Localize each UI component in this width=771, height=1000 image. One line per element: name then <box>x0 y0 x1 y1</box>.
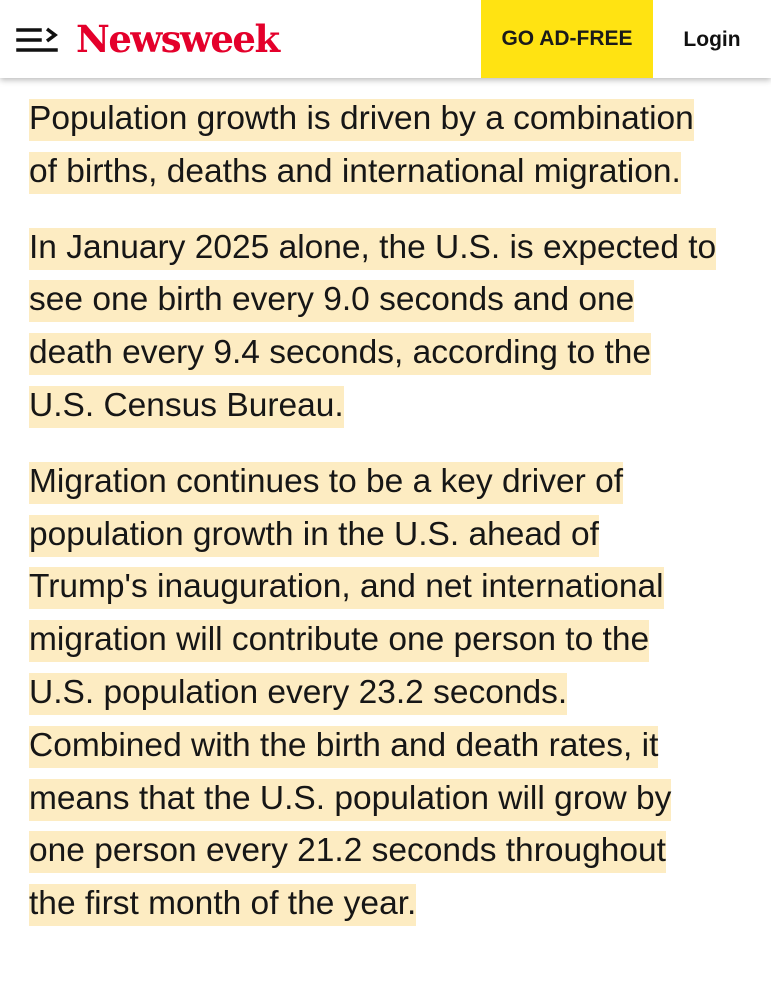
text-line: In January 2025 alone, the U.S. is expected to <box>29 228 717 266</box>
text-line: see one birth every 9.0 seconds and one <box>29 281 635 319</box>
text-line: Combined with the birth and death rates, it <box>29 726 659 764</box>
highlighted-text <box>29 99 694 194</box>
text-line: Trump's inauguration, and net international <box>29 568 664 606</box>
text-line: of births, deaths and international migration. <box>29 152 681 190</box>
text-line: U.S. population every 23.2 seconds. <box>29 673 568 711</box>
menu-arrow-icon <box>16 24 62 56</box>
site-header <box>0 0 771 78</box>
text-line: one person every 21.2 seconds throughout <box>29 832 666 870</box>
text-line: Migration continues to be a key driver of <box>29 462 624 500</box>
text-line: means that the U.S. population will grow by <box>29 779 672 817</box>
login-link[interactable]: Login <box>683 28 741 51</box>
text-line: migration will contribute one person to the <box>29 621 650 659</box>
paragraph-population-growth <box>29 93 749 199</box>
menu-button[interactable] <box>16 24 62 56</box>
highlighted-text <box>29 462 671 926</box>
text-line: the first month of the year. <box>29 885 417 923</box>
go-ad-free-button[interactable]: GO AD-FREE <box>481 0 653 78</box>
text-line: death every 9.4 seconds, according to the <box>29 334 652 372</box>
paragraph-migration <box>29 456 749 931</box>
text-line: U.S. Census Bureau. <box>29 386 344 424</box>
article-body <box>29 93 749 954</box>
text-line: population growth in the U.S. ahead of <box>29 515 599 553</box>
newsweek-logo[interactable]: Newsweek <box>76 17 279 61</box>
paragraph-births-deaths <box>29 222 749 433</box>
text-line: Population growth is driven by a combination <box>29 100 694 137</box>
highlighted-text <box>29 228 716 428</box>
